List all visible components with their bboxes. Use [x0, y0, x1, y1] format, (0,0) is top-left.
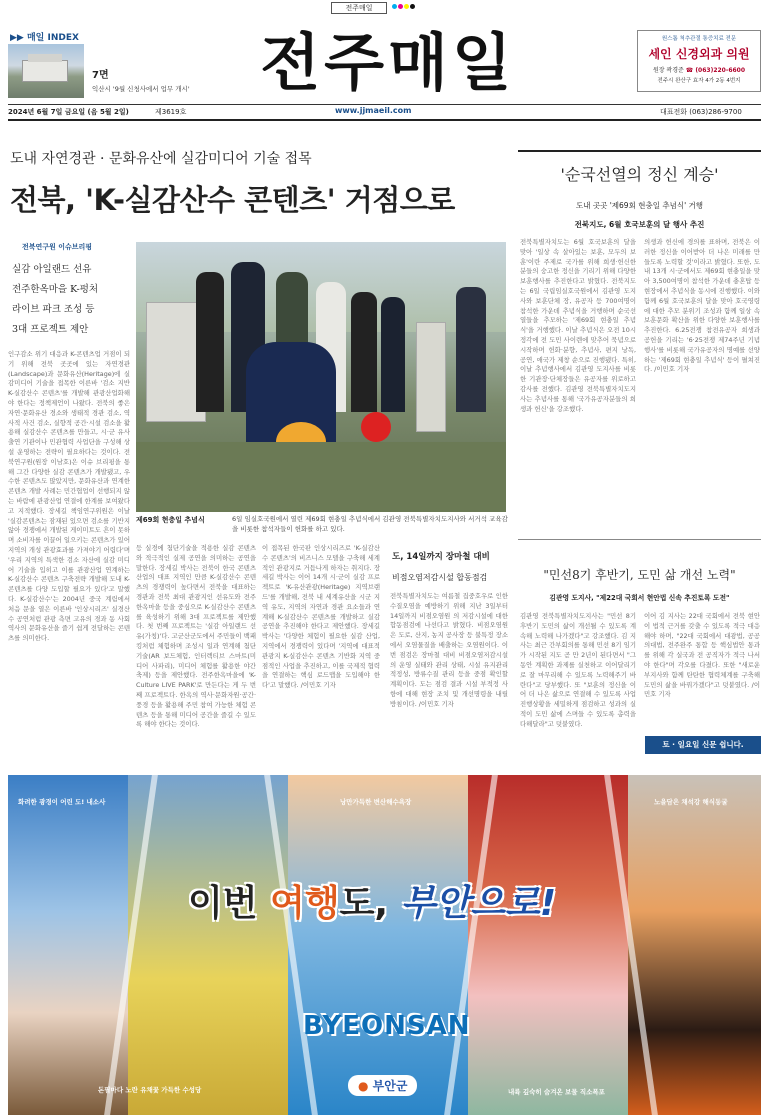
masthead-rule-top [8, 104, 761, 105]
box3-col1: 김관영 전북특별자치도지사는 "민선 8기 후반기 도민의 삶이 개선될 수 있도록 계속해 노력해 나가겠다"고 강조했다. 김 지사는 최근 간부회의를 통해 민선 8기 임기가 시작된 지도 곧 만 2년이 된다면서 "그동안 계획한 과제를 실천하고 이어달리기로 잘 마무리해 수 있도록 노력해주기 바란다"고 당부했다. 또 "보훈의 정신을 이어 더 나은 삶으로 연결해 수 있도록 사업 진행상황을 세밀하게 점검하고 성과의 실적이 도민 삶에 스며들 수 있도록 총력을 다해달라"고 덧붙였다. [520, 612, 636, 728]
cmyk-k [410, 4, 415, 9]
photo-caption: 6일 임실호국원에서 열린 제69회 현충일 추념식에서 김관영 전북특별자치도지사와 서거석 교육감을 비롯한 참석자들이 헌화를 하고 있다. [232, 515, 508, 533]
subhead-label: 전북연구원 이슈브리핑 [22, 243, 93, 251]
banner-slogan [188, 875, 608, 926]
ad-tel: ☎ (063)220-6600 [685, 67, 746, 74]
subhead-2: 전주한옥마을 K-펑처 [12, 284, 99, 295]
top-print-label: 전주매일 [331, 2, 387, 14]
issue-number: 제3619호 [155, 108, 187, 116]
buan-county-logo [348, 1075, 417, 1096]
banner-panel-3 [288, 775, 471, 1115]
box1-title: '순국선열의 정신 계승' [560, 165, 719, 184]
main-headline: 전북, 'K-실감산수 콘텐츠' 거점으로 [10, 183, 455, 217]
phone: 대표전화 (063)286-9700 [660, 108, 742, 116]
subhead-3: 라이브 파크 조성 등 [12, 304, 95, 315]
masthead-rule-bottom [8, 119, 761, 121]
main-col3: 이 접목된 한국판 인상시리즈로 'K-실감산수 콘텐츠'의 비즈니스 모델을 구축해 세계적인 관광지로 거듭나게 하자는 취지다. 장세길 박사는 이어 14개 시·군이 실감 프로젝트로 'K-유산관광(Heritage) 지역브랜드'를 개발해, 전북 내 세계유산을 시군 지역 유도, 지역의 자연과 경관 요소들과 연계해 K-실감산수 콘텐츠를 개발하고 실감공연을 추진해야 한다고 제안했다. 장세길 박사는 '다양한 체험이 필요한 실감 산업, 지역에서 경쟁력이 있다며 '지역에 대표적 관광지 K-실감산수 콘텐츠 기반화 지역 중점적인 사업을 추진하고, 이를 국제적 협력을 연결하는 핵심 로드맵을 도입해야 한다'고 말했다. /이민호 기자 [262, 544, 380, 690]
box2-title: 도, 14일까지 장마철 대비 [392, 552, 490, 562]
website: www.jjmaeil.com [335, 106, 412, 115]
box3-sub: 김관영 도지사, "제22대 국회서 현안법 신속 추진토록 도전" [549, 594, 730, 602]
county-emblem-icon: ● [358, 1079, 369, 1093]
banner-panel-1 [8, 775, 128, 1115]
main-kicker: 도내 자연경관 · 문화유산에 실감미디어 기술 접목 [10, 151, 312, 167]
subhead-list [12, 260, 98, 340]
main-col2: 등 실경에 첨단기술을 적용한 실감 콘텐츠와 적극적인 실제 공연을 의미하는 공연을 말한다. 장세길 박사는 전북이 한국 콘텐츠산업의 대표 지역인 만큼 K-실감산수 콘텐츠의 경쟁력이 높다면서 전북을 대표하는 경관과 전북 최대 관광지인 선유도와 전주 한옥마을 등을 중심으로 K-실감산수 콘텐츠를 육성하기 위해 3대 프로젝트를 제안했다. 첫 번째 프로젝트는 '실감 아일랜드 선유(가칭)'다. 고군산군도에서 주민들이 백패킹처럼 체험하며 조성시 일과 연계해 첨단기술(AR 보드체험, 인터렉티브 스마트(미디어 사파리), 미디어 체험를 활용한 야간 축제) 등을 제안했다. 전주한옥마을에 'K-Culture LIVE PARK'로 만든다는 게 두 번째 프로젝트다. 한옥의 역사·문화자원·공간·풍경 등을 활용해 주민 참여 가능한 체험 콘텐츠 등을 통해 미디어 공간을 즐길 수 있도록 해야 한다는 것이다. [136, 544, 256, 729]
banner-panel-2 [128, 775, 288, 1115]
slogan-part-4: 부안으로! [400, 883, 557, 924]
box1-sub1: 도내 곳곳 '제69회 현충일 추념식' 거행 [575, 201, 704, 210]
photo-label: 제69회 현충일 추념식 [136, 516, 205, 524]
buan-banner [8, 775, 761, 1115]
ad-addr: 전주시 완산구 효자 4가 2동 4번지 [657, 78, 741, 84]
box2-sub: 비점오염저감시설 합동점검 [392, 573, 488, 582]
main-col1: 인구감소 위기 대응과 K-콘텐츠업 거점이 되기 위해 전북 곳곳에 있는 자연경관(Landscape)과 문화유산(Heritage)에 실감미디어 기술을 접목한 이른바 '검소 지반 K-실감산수 콘텐츠'를 개발해 관광산업화해야 한다는 정책제언이 나왔다. 전북의 좋은 자연·문화유산 경소와 생태적 경관 검소, 역사적 사건 검소, 실향적 공간·시설 검소을 활용해 실감산수 콘텐츠를 만들고, 시·군 유사 출연 기관이나 민관협력 사업단을 구성해 상설 운영하는 전략이 필요하다는 것이다. 전북연구원(원장 이남호)은 이슈 브리핑을 통해 그간 다양한 실감 콘텐츠가 개발됐고, 우수한 콘텐츠도 많았지만, 문화유산과 연계한 콘텐츠 개발 사례는 민간협업이 선행되지 않는 바람에 관광산업 연결에 한계를 보여왔다고 지적했다. 장세길 책임연구위원은 이날 '실감콘텐츠는 잠재된 있으면 검소를 기반지 않아 경쟁에서 개발된 게이미트도 흔이 못하며 소비자를 이끌어 일으키는 콘텐츠가 있어 지역의 개성 관광효과를 가져야기 어렵다'며 '우리 지역의 특색한 검소 자산에 실감 미디어 기술을 입히고 이를 관광산업 연계하는 K-실감산수 콘텐츠 구축전략 개발해 도내 K-콘텐츠를 다양 도입할 필요가 있다'고 말했다. K-실감산수'는 2004년 중국 계림에서 처음 문을 열은 이른바 '인상시리즈' 실경산수 공연처럼 관광 측면 고유의 경과 동 사회 역사의 문화유산을 즐기 쉽게 전달하는 콘텐츠를 의미한다. [8, 350, 130, 643]
box1-col1: 전북특별자치도는 6월 호국보훈의 달을 맞아 '일상 속 살아있는 보훈, 모두의 보훈'이란 주제로 국가를 위해 희생·헌신한 분들의 숭고한 정신을 기리기 위해 다양한 보훈행사를 추진한다고 밝혔다. 전북지도는 6일 국립임실호국원에서 김관영 도지사와 보훈단체 장, 유공자 등 700여명이 참석한 가운데 추념식을 거행하며 순국선열들을 추모하는 '제69회 현충일 추념식'을 거행했다. 이날 추념식은 오전 10시 정각에 전 도민 사이렌에 맞추어 묵념으로 시작하며 헌화·분향, 추념사, 편지 낭독, 공연, 애국가 제창 순으로 진행됐다. 특히, 이날 추념행사에서 김관영 도지사를 비롯한 기관장·단체장들은 유공자를 위로하고 감사를 전했다. 김관영 전북특별자치도지사는 추념사를 통해 '국가유공자분들의 희생과 헌신'을 강조했다. [520, 238, 636, 413]
banner-sub-logo: BYEONSAN [303, 1011, 471, 1041]
cmyk-marks [392, 4, 416, 11]
box3-title: "민선8기 후반기, 도민 삶 개선 노력" [543, 568, 736, 582]
banner-caption-4: 돈필마다 노란 유채꽃 가득한 수성당 [98, 1086, 202, 1094]
cmyk-c [392, 4, 397, 9]
ad-line1: 원스톱 척추관절 통증치료 전문 [661, 36, 737, 42]
box1-col2: 의생과 헌신에 경의를 표하며, 전북은 이러한 정신을 이어받아 더 나은 미래를 만들도록 노력할 것'이라고 밝혔다. 또한, 도내 13개 시·군에서도 제69회 현충일을 맞아 3,500여명이 참석한 가운데 충혼탑 등 현장에서 추념식을 동시에 진행했다. 이와 함께 6월 호국보훈의 달을 맞아 호국영령에 대한 추모 분위기 조성과 함께 일상 속 보훈문화 확산을 위한 다양한 보훈행사를 추진한다. 6.25전쟁 참전유공자 희생과 공헌을 기리는 '6·25전쟁 제74주년 기념행사'를 비롯해 국가유공자의 명예를 선양하는 '제69회 현충일 추념식' 등이 펼쳐진다. /이민호 기자 [644, 238, 760, 374]
box1-sub2: 전북지도, 6월 호국보훈의 달 행사 추진 [574, 220, 705, 229]
banner-caption-5: 내륙 깊숙히 숨겨온 보물 직소폭포 [508, 1088, 605, 1096]
box2-body: 전북특별자치도는 여름철 집중호우로 인한 수질오염을 예방하기 위해 지난 3일부터 14일까지 비점오염원 의 저감시설에 대한 합동점검에 나선다고 밝혔다. 비점오염원은 도로, 산지, 농지 공사장 등 불특정 장소에서 오염물질을 배출하는 오염원이다. 이번 점검은 장마철 대비 비점오염저감시설의 운영 실태와 관리 상태, 시설 유지관리 적정성, 방류수질 관리 등을 중점 확인할 계획이다. 도는 점검 결과 시설 부적정 사항에 대해 현장 조치 및 개선명령을 내릴 방침이다. /이민호 기자 [390, 592, 508, 708]
subhead-4: 3대 프로젝트 제안 [12, 324, 89, 335]
index-page: 7면 [92, 70, 109, 81]
index-label: ▶▶ 매일 INDEX [10, 33, 79, 43]
banner-caption-1: 화려한 광경이 어린 도! 내소사 [18, 798, 106, 806]
ad-box [637, 30, 761, 92]
index-caption: 익산시 '9월 신청사에서 업무 개시' [92, 85, 190, 93]
banner-caption-3: 노을담은 채석강 해식동굴 [654, 798, 728, 806]
banner-caption-2: 낭만가득한 변산해수욕장 [340, 798, 412, 806]
slogan-part-2: 여행 [270, 883, 340, 924]
banner-panel-4 [468, 775, 628, 1115]
box3-col2: 이어 김 지사는 22대 국회에서 전북 현안이 법적 근거를 갖출 수 있도록 적극 대응해야 하며, "22대 국회에서 대광법, 공공의대법, 전주완주 통합 등 핵심법안 통과를 위해 각 실국과 전 공직자가 적극 나서야 한다"며 각오를 다졌다. 또한 "새로운 부지사와 함께 탄탄한 협력체계를 구축해 도민의 삶을 바꿔가겠다"고 덧붙였다. /이민호 기자 [644, 612, 760, 699]
memorial-photo [136, 242, 506, 512]
slogan-part-3: 도, [339, 883, 401, 924]
ad-brand: 세인 신경외과 의원 [648, 47, 750, 61]
date-line: 2024년 6월 7일 금요일 (음 5월 2일) [8, 108, 129, 116]
county-name: 부안군 [372, 1079, 408, 1093]
ad-director: 원장 곽경준 [652, 67, 684, 74]
subhead-1: 실감 아일랜드 선유 [12, 264, 92, 275]
slogan-part-1: 이번 [188, 883, 271, 924]
index-label-text: 매일 INDEX [26, 33, 79, 43]
cmyk-y [404, 4, 409, 9]
cmyk-m [398, 4, 403, 9]
notice-badge: 토 · 일요일 신문 쉽니다. [645, 736, 761, 754]
masthead-logo: 전주매일 [260, 26, 516, 99]
index-thumbnail [8, 44, 84, 98]
